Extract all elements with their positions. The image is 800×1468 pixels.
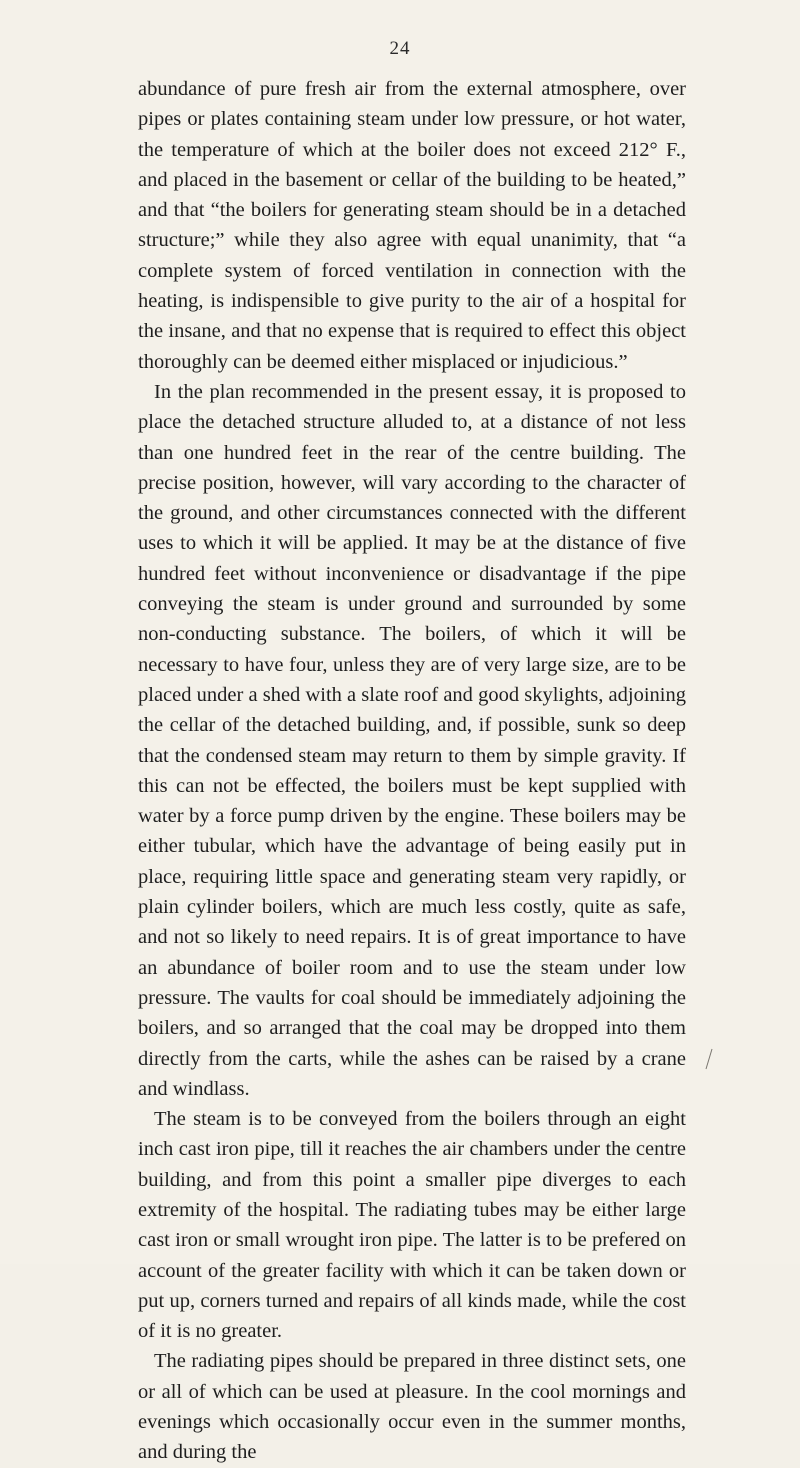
page-body bbox=[138, 74, 686, 1468]
margin-pencil-mark bbox=[704, 1048, 714, 1070]
paragraph-4: The radiating pipes should be prepared in three distinct sets, one or all of which can be used at pleasure. In the cool mornings and evenings which occasionally occur even in the summer months, and during the bbox=[138, 1350, 686, 1464]
paragraph-1: abundance of pure fresh air from the external atmosphere, over pipes or plates containing steam under low pressure, or hot water, the temperature of which at the boiler does not exceed 212° F., and placed in the basement or cellar of the building to be heated,” and that “the boilers for generating steam should be in a detached structure;” while they also agree with equal unanimity, that “a complete system of forced ventilation in connection with the heating, is indispensible to give purity to the air of a hospital for the insane, and that no expense that is required to effect this object thoroughly can be deemed either misplaced or injudicious.” bbox=[138, 78, 686, 373]
paragraph-2: In the plan recommended in the present essay, it is proposed to place the detached structure alluded to, at a distance of not less than one hundred feet in the rear of the centre building. The precise position, however, will vary according to the character of the ground, and other circumstances connected with the different uses to which it will be applied. It may be at the distance of five hundred feet without inconvenience or disadvantage if the pipe conveying the steam is under ground and surrounded by some non-conducting substance. The boilers, of which it will be necessary to have four, unless they are of very large size, are to be placed under a shed with a slate roof and good skylights, adjoining the cellar of the detached building, and, if possible, sunk so deep that the condensed steam may return to them by simple gravity. If this can not be effected, the boilers must be kept supplied with water by a force pump driven by the engine. These boilers may be either tubular, which have the advantage of being easily put in place, requiring little space and generating steam very rapidly, or plain cylinder boilers, which are much less costly, quite as safe, and not so likely to need repairs. It is of great importance to have an abundance of boiler room and to use the steam under low pressure. The vaults for coal should be immediately adjoining the boilers, and so arranged that the coal may be dropped into them directly from the carts, while the ashes can be raised by a crane and windlass. bbox=[138, 380, 686, 1100]
paragraph-3: The steam is to be conveyed from the boilers through an eight inch cast iron pipe, till it reaches the air chambers under the centre building, and from this point a smaller pipe diverges to each extremity of the hospital. The radiating tubes may be either large cast iron or small wrought iron pipe. The latter is to be prefered on account of the greater facility with which it can be taken down or put up, corners turned and repairs of all kinds made, while the cost of it is no greater. bbox=[138, 1108, 686, 1343]
page-number: 24 bbox=[389, 38, 411, 59]
